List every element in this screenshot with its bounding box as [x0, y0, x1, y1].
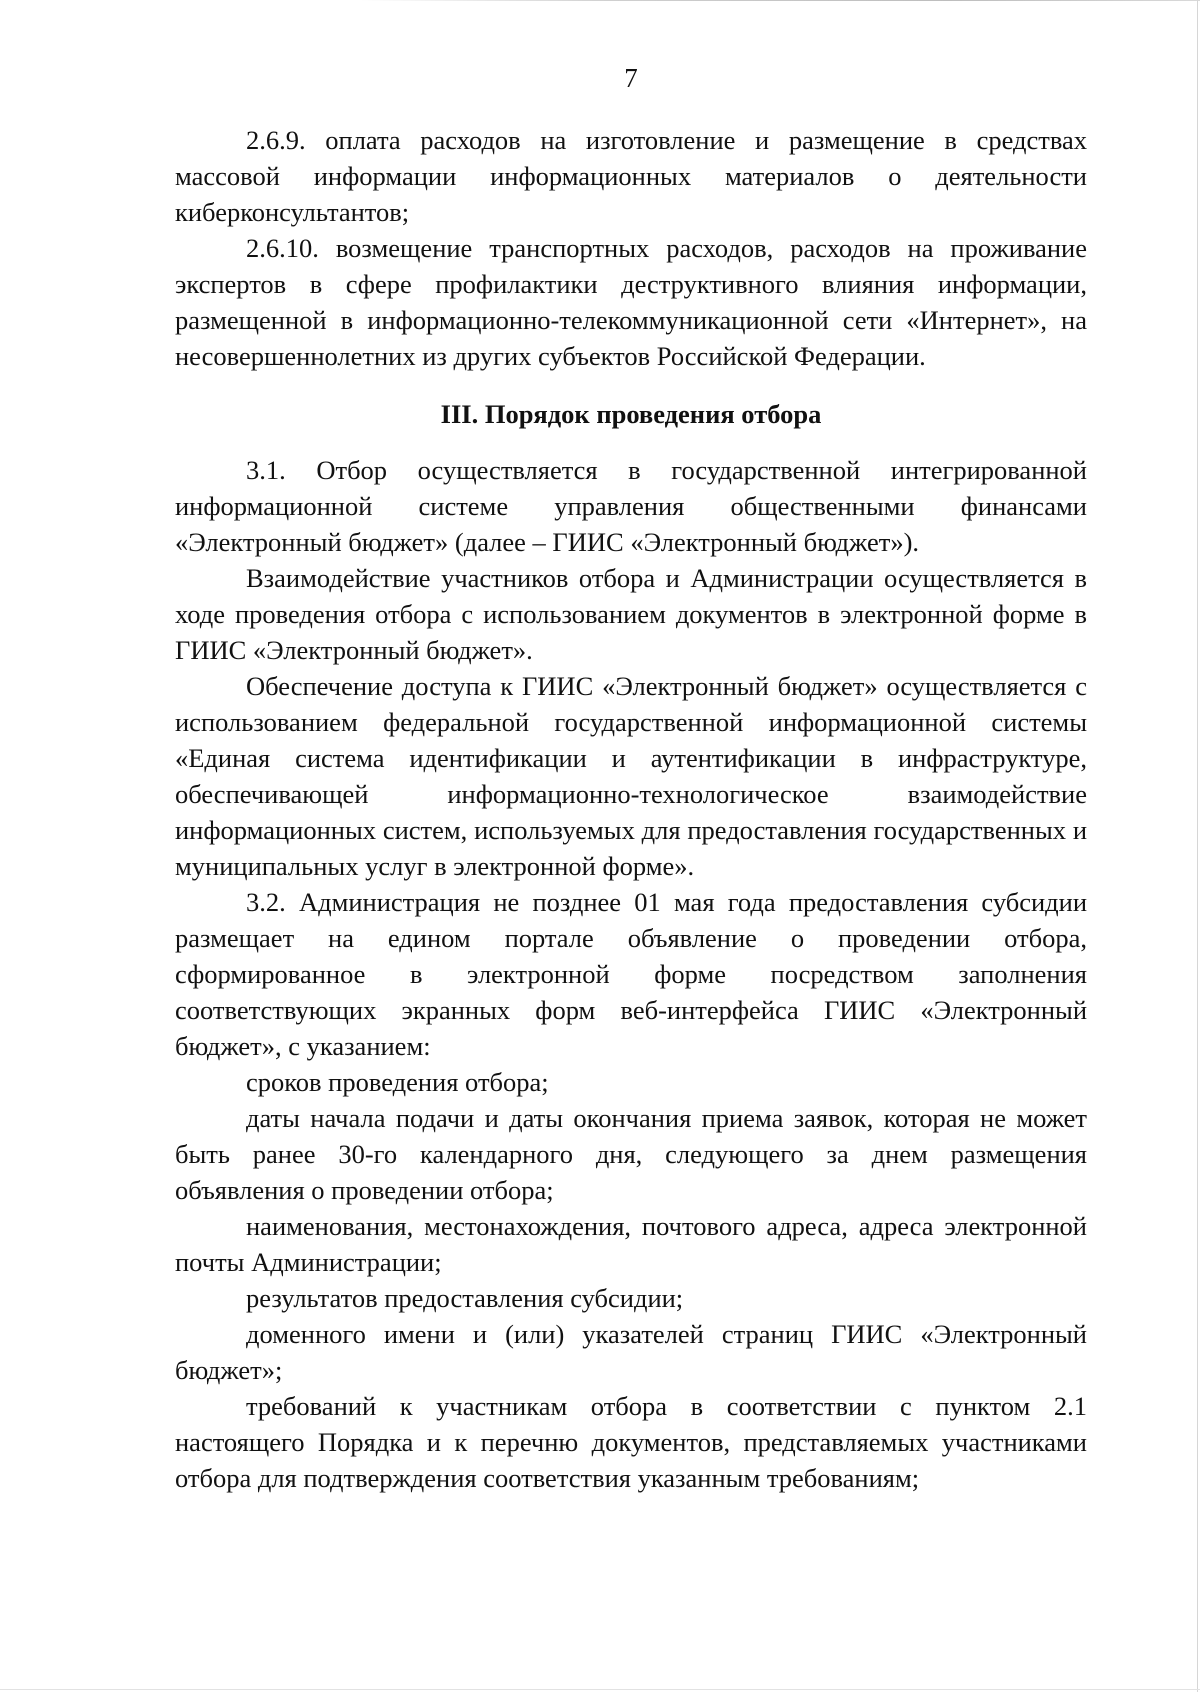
paragraph-3-1: 3.1. Отбор осуществляется в государственной интегрированной информационной системе управления общественными финансами «Электронный бюджет» (далее – ГИИС «Электронный бюджет»). — [175, 455, 1087, 557]
list-item-requirements: требований к участникам отбора в соответствии с пунктом 2.1 настоящего Порядка и к перечню документов, представляемых участниками отбора для подтверждения соответствия указанным требованиям; — [175, 1391, 1087, 1493]
list-item-address: наименования, местонахождения, почтового адреса, адреса электронной почты Администрации; — [175, 1211, 1087, 1277]
page-number: 7 — [624, 63, 638, 93]
list-item-terms: сроков проведения отбора; — [246, 1067, 549, 1097]
document-body — [175, 122, 1087, 1496]
paragraph-access: Обеспечение доступа к ГИИС «Электронный бюджет» осуществляется с использованием федеральной государственной информационной системы «Единая система идентификации и аутентификации в инфраструктуре, обеспечивающей информационно-технологическое взаимодействие информационных систем, используемых для предоставления государственных и муниципальных услуг в электронной форме». — [175, 671, 1087, 881]
scan-edge-bottom — [0, 1689, 1200, 1690]
paragraph-2-6-9: 2.6.9. оплата расходов на изготовление и размещение в средствах массовой информации информационных материалов о деятельности киберконсультантов; — [175, 125, 1087, 227]
scan-edge-right — [1197, 0, 1198, 1692]
list-item-domain: доменного имени и (или) указателей страниц ГИИС «Электронный бюджет»; — [175, 1319, 1087, 1385]
paragraph-2-6-10: 2.6.10. возмещение транспортных расходов, расходов на проживание экспертов в сфере профилактики деструктивного влияния информации, размещенной в информационно-телекоммуникационной сети «Интернет», на несовершеннолетних из других субъектов Российской Федерации. — [175, 233, 1087, 371]
scan-edge-top — [360, 0, 1200, 1]
list-item-results: результатов предоставления субсидии; — [246, 1283, 684, 1313]
paragraph-interaction: Взаимодействие участников отбора и Администрации осуществляется в ходе проведения отбора с использованием документов в электронной форме в ГИИС «Электронный бюджет». — [175, 563, 1087, 665]
section-heading: III. Порядок проведения отбора — [440, 399, 822, 429]
paragraph-3-2: 3.2. Администрация не позднее 01 мая года предоставления субсидии размещает на едином портале объявление о проведении отбора, сформированное в электронной форме посредством заполнения соответствующих экранных форм веб-интерфейса ГИИС «Электронный бюджет», с указанием: — [175, 887, 1087, 1061]
list-item-dates: даты начала подачи и даты окончания приема заявок, которая не может быть ранее 30-го календарного дня, следующего за днем размещения объявления о проведении отбора; — [175, 1103, 1087, 1205]
